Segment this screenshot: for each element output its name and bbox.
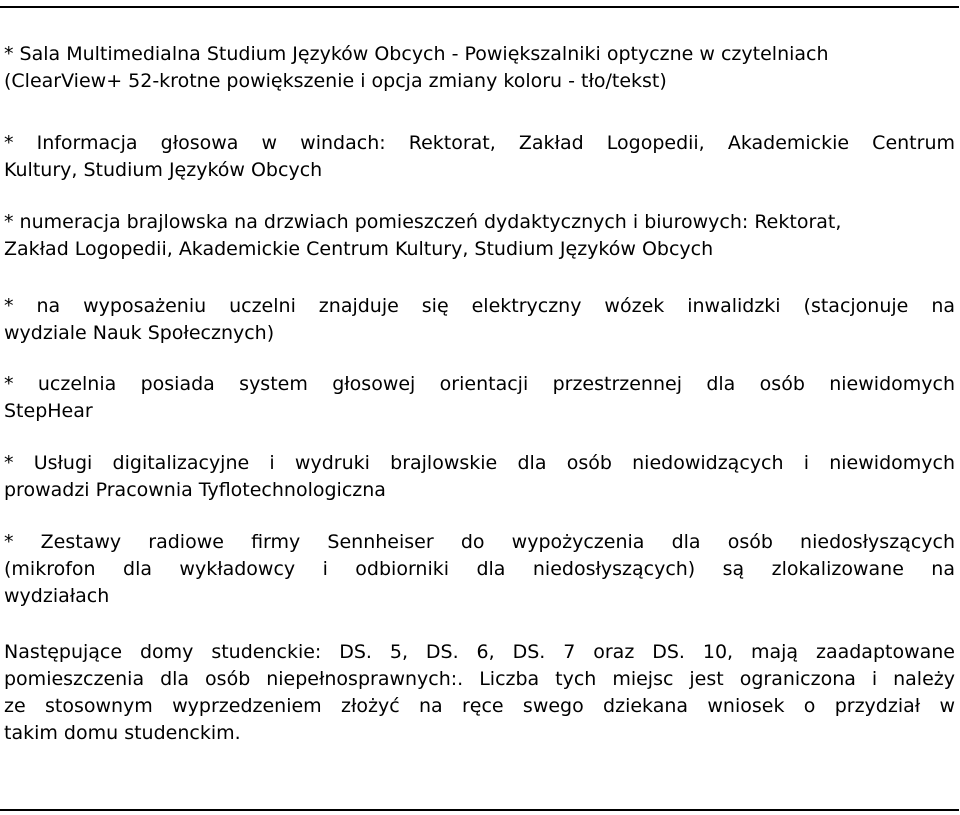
paragraph-dormitories [4,639,955,747]
text-line: prowadzi Pracownia Tyflotechnologiczna [4,479,386,501]
text-line: wydziałach [4,585,110,607]
page-frame [0,6,959,811]
text-line: * Sala Multimedialna Studium Języków Obcych - Powiększalniki optyczne w czytelniach [4,43,829,65]
paragraph-digitalization [4,450,955,504]
text-line: * numeracja brajlowska na drzwiach pomieszczeń dydaktycznych i biurowych: Rektorat, [4,211,842,233]
paragraph-stephear [4,371,955,425]
text-line: StepHear [4,400,93,422]
text-line: (mikrofon dla wykładowcy i odbiorniki dla niedosłyszących) są zlokalizowane na [4,558,955,580]
text-line: ze stosownym wyprzedzeniem złożyć na ręce swego dziekana wniosek o przydział w [4,695,955,717]
paragraph-multimedia-room [4,41,955,95]
paragraph-braille-numbering [4,209,955,263]
paragraph-wheelchair [4,293,955,347]
text-line: * uczelnia posiada system głosowej orientacji przestrzennej dla osób niewidomych [4,373,955,395]
text-line: takim domu studenckim. [4,722,241,744]
text-line: pomieszczenia dla osób niepełnosprawnych:. Liczba tych miejsc jest ograniczona i należy [4,668,955,690]
text-line: * Zestawy radiowe firmy Sennheiser do wypożyczenia dla osób niedosłyszących [4,531,955,553]
text-line: Kultury, Studium Języków Obcych [4,159,323,181]
paragraph-elevator-voice [4,130,955,184]
text-line: * na wyposażeniu uczelni znajduje się elektryczny wózek inwalidzki (stacjonuje na [4,295,955,317]
text-line: * Informacja głosowa w windach: Rektorat, Zakład Logopedii, Akademickie Centrum [4,132,955,154]
text-line: Następujące domy studenckie: DS. 5, DS. 6, DS. 7 oraz DS. 10, mają zaadaptowane [4,641,955,663]
text-line: * Usługi digitalizacyjne i wydruki brajlowskie dla osób niedowidzących i niewidomych [4,452,955,474]
paragraph-radio-sets [4,529,955,610]
text-line: wydziale Nauk Społecznych) [4,322,275,344]
text-line: Zakład Logopedii, Akademickie Centrum Kultury, Studium Języków Obcych [4,238,714,260]
text-line: (ClearView+ 52-krotne powiększenie i opcja zmiany koloru - tło/tekst) [4,70,667,92]
